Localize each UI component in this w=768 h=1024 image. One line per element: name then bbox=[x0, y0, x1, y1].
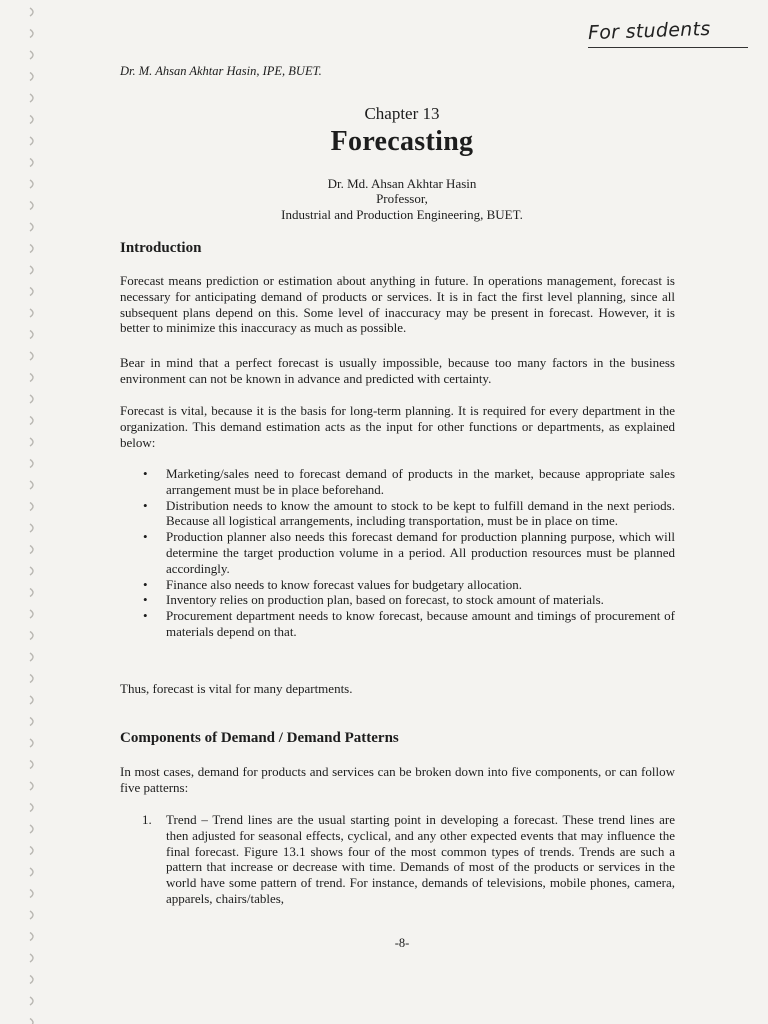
binding-hole bbox=[30, 73, 33, 81]
binding-hole bbox=[30, 589, 33, 597]
byline-author: Dr. Md. Ahsan Akhtar Hasin bbox=[327, 176, 477, 191]
intro-conclusion: Thus, forecast is vital for many departments. bbox=[120, 681, 353, 696]
handwritten-note-text: For students bbox=[587, 17, 711, 45]
components-paragraph-1: In most cases, demand for products and services can be broken down into five components, or can follow five patterns: bbox=[120, 764, 675, 795]
binding-hole bbox=[30, 94, 33, 102]
binding-hole bbox=[30, 675, 33, 683]
list-item: • Marketing/sales need to forecast demand of products in the market, because appropriate sales arrangement must be in place beforehand. bbox=[143, 466, 675, 497]
list-item-text: Trend – Trend lines are the usual starting point in developing a forecast. These trend lines are then adjusted for seasonal effects, cyclical, and any other expected events that may influence the final forecast. Figure 13.1 shows four of the most common types of trends. Trends are such a pattern that increase or decrease with time. Demands of most of the products or services in the world have some pattern of trend. For instance, demands of televisions, mobile phones, camera, apparels, chairs/tables, bbox=[166, 812, 675, 906]
intro-paragraph-2: Bear in mind that a perfect forecast is usually impossible, because too many factors in the business environment can not be known in advance and predicted with certainty. bbox=[120, 355, 675, 386]
binding-hole bbox=[30, 610, 33, 618]
byline-position: Professor, bbox=[376, 191, 428, 206]
binding-hole bbox=[30, 546, 33, 554]
binding-hole bbox=[30, 632, 33, 640]
binding-hole bbox=[30, 374, 33, 382]
handwritten-underline bbox=[588, 47, 748, 48]
binding-hole bbox=[30, 266, 33, 274]
binding-hole bbox=[30, 481, 33, 489]
binding-hole bbox=[30, 890, 33, 898]
list-item: • Distribution needs to know the amount to stock to be kept to fulfill demand in the next periods. Because all logistical arrangements, including transportation, must be in place on time. bbox=[143, 497, 675, 529]
bullet-icon: • bbox=[143, 576, 148, 592]
binding-hole bbox=[30, 331, 33, 339]
bullet-icon: • bbox=[143, 608, 148, 624]
binding-hole bbox=[30, 309, 33, 317]
bullet-icon: • bbox=[143, 529, 148, 545]
binding-hole bbox=[30, 438, 33, 446]
chapter-title: Forecasting bbox=[330, 126, 474, 157]
components-numbered-list bbox=[140, 812, 675, 907]
binding-hole bbox=[30, 718, 33, 726]
intro-paragraph-3: Forecast is vital, because it is the basis for long-term planning. It is required for every department in the organization. This demand estimation acts as the input for other functions or departments, as explained below: bbox=[120, 403, 675, 450]
binding-hole bbox=[30, 954, 33, 962]
header-author-line: Dr. M. Ahsan Akhtar Hasin, IPE, BUET. bbox=[120, 64, 322, 78]
binding-hole bbox=[30, 997, 33, 1005]
bullet-icon: • bbox=[143, 466, 148, 481]
binding-hole bbox=[30, 739, 33, 747]
binding-hole bbox=[30, 288, 33, 296]
binding-hole bbox=[30, 352, 33, 360]
binding-hole bbox=[30, 395, 33, 403]
handwritten-note bbox=[587, 17, 748, 56]
binding-hole bbox=[30, 30, 33, 38]
binding-hole bbox=[30, 460, 33, 468]
list-number: 1. bbox=[142, 812, 152, 827]
list-item: • Procurement department needs to know forecast, because amount and timings of procurement of materials depend on that. bbox=[143, 608, 675, 639]
binding-hole bbox=[30, 761, 33, 769]
binding-hole bbox=[30, 417, 33, 425]
bullet-icon: • bbox=[143, 497, 148, 513]
binding-hole bbox=[30, 51, 33, 59]
byline-department: Industrial and Production Engineering, BUET. bbox=[281, 207, 523, 222]
binding-hole bbox=[30, 8, 33, 16]
introduction-heading: Introduction bbox=[120, 240, 202, 256]
page-number: -8- bbox=[394, 936, 410, 950]
intro-paragraph-1: Forecast means prediction or estimation about anything in future. In operations management, forecast is necessary for anticipating demand of products or services. It is in fact the first level planning, since all subsequent plans depend on this. Some level of inaccuracy may be present in forecast. However, it is better to minimize this inaccuracy as much as possible. bbox=[120, 273, 675, 336]
binding-hole bbox=[30, 696, 33, 704]
binding-hole bbox=[30, 868, 33, 876]
bullet-icon: • bbox=[143, 592, 148, 608]
department-bullet-list bbox=[140, 466, 675, 640]
binding-hole bbox=[30, 223, 33, 231]
components-heading: Components of Demand / Demand Patterns bbox=[120, 730, 399, 746]
binding-hole bbox=[30, 653, 33, 661]
binding-hole bbox=[30, 245, 33, 253]
list-item bbox=[140, 812, 675, 907]
binding-hole bbox=[30, 1019, 33, 1024]
list-item: • Finance also needs to know forecast values for budgetary allocation. bbox=[143, 576, 522, 592]
binding-hole bbox=[30, 782, 33, 790]
list-item: • Production planner also needs this forecast demand for production planning purpose, which will determine the target production volume in a period. All production resources must be planned accordingly. bbox=[143, 529, 675, 576]
binding-hole bbox=[30, 911, 33, 919]
binding-hole bbox=[30, 567, 33, 575]
binding-hole bbox=[30, 804, 33, 812]
binding-hole bbox=[30, 524, 33, 532]
binding-hole bbox=[30, 159, 33, 167]
binding-hole bbox=[30, 825, 33, 833]
binding-hole bbox=[30, 976, 33, 984]
binding-hole bbox=[30, 503, 33, 511]
chapter-number: Chapter 13 bbox=[364, 104, 440, 123]
binding-hole bbox=[30, 847, 33, 855]
list-item: • Inventory relies on production plan, based on forecast, to stock amount of materials. bbox=[143, 592, 604, 608]
